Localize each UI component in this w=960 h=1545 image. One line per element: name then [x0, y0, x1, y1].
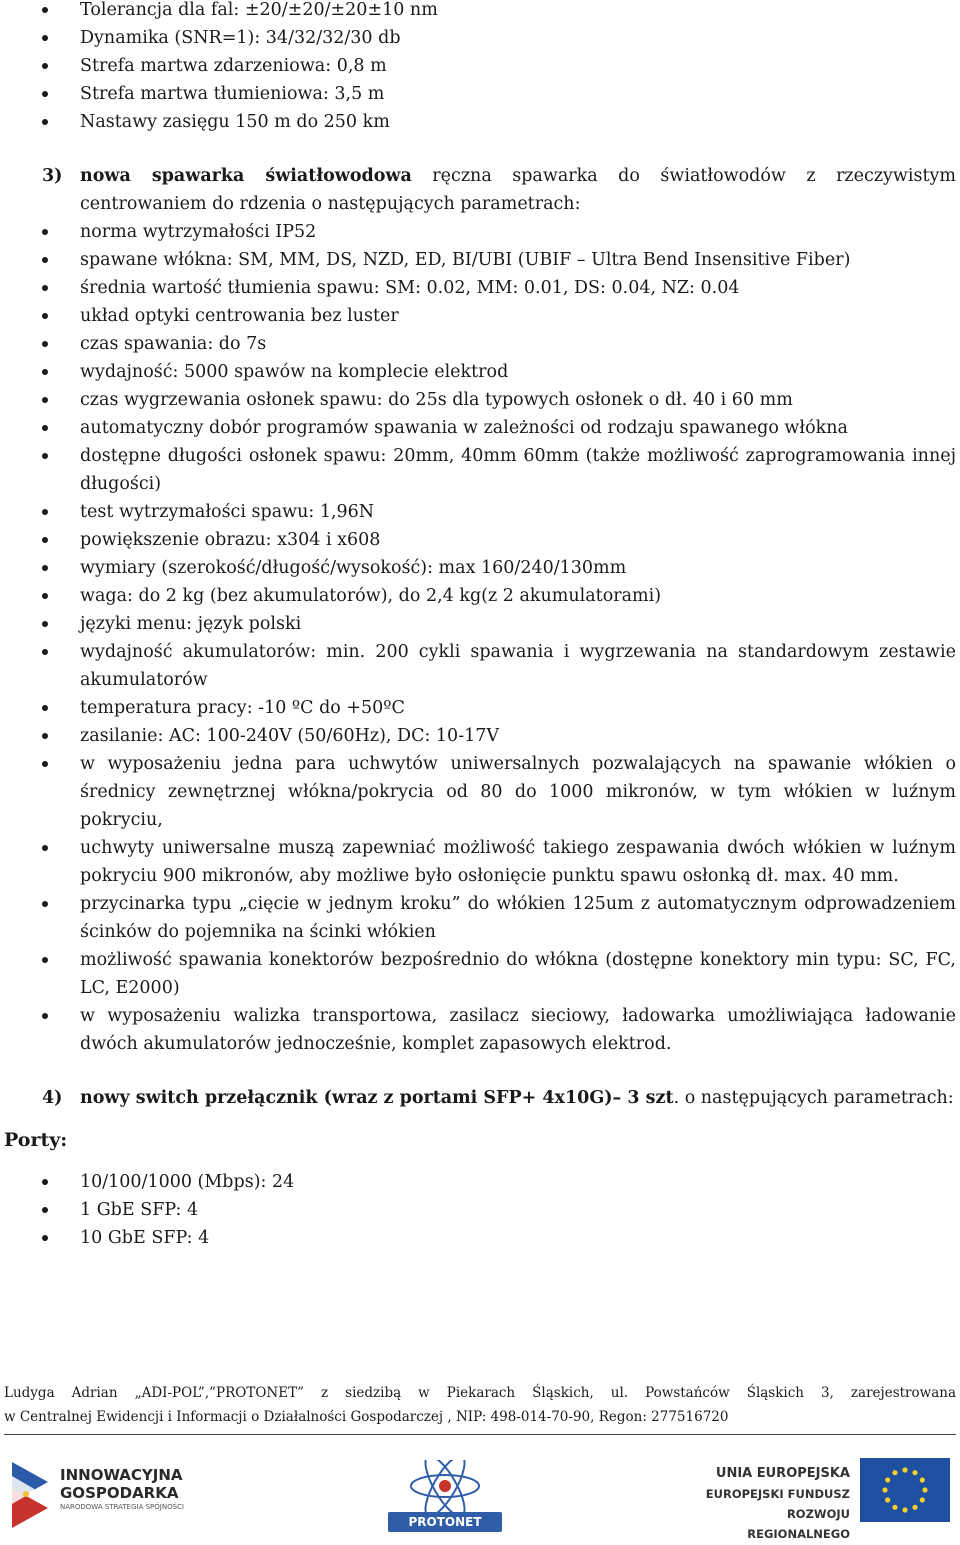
list-item: czas spawania: do 7s — [0, 330, 960, 358]
list-item: w wyposażeniu walizka transportowa, zasilacz sieciowy, ładowarka umożliwiająca ładowanie dwóch akumulatorów jednocześnie, komplet zapasowych elektrod. — [0, 1002, 960, 1058]
list-item: czas wygrzewania osłonek spawu: do 25s dla typowych osłonek o dł. 40 i 60 mm — [0, 386, 960, 414]
ue-line-1: UNIA EUROPEJSKA — [715, 1466, 850, 1481]
section-intro: . o następujących parametrach: — [673, 1088, 954, 1108]
ig-line-3: NARODOWA STRATEGIA SPÓJNOŚCI — [60, 1503, 184, 1511]
list-item: uchwyty uniwersalne muszą zapewniać możliwość takiego zespawania dwóch włókien w luźnym pokryciu 900 mikronów, aby możliwe było osłonięcie punktu spawu osłonką dł. max. 40 mm. — [0, 834, 960, 890]
unia-europejska-logo — [700, 1458, 952, 1541]
section-title: nowa spawarka światłowodowa — [80, 166, 412, 186]
logo-strip — [0, 1440, 960, 1545]
protonet-label: PROTONET — [388, 1512, 502, 1532]
list-item: zasilanie: AC: 100-240V (50/60Hz), DC: 10-17V — [0, 722, 960, 750]
footer-line-1: Ludyga Adrian „ADI-POL”,”PROTONET” z siedzibą w Piekarach Śląskich, ul. Powstańców Śląskich 3, zarejestrowana — [4, 1385, 956, 1401]
list-item: temperatura pracy: -10 ºC do +50ºC — [0, 694, 960, 722]
list-item: wydajność akumulatorów: min. 200 cykli spawania i wygrzewania na standardowym zestawie akumulatorów — [0, 638, 960, 694]
list-item: układ optyki centrowania bez luster — [0, 302, 960, 330]
list-item: dostępne długości osłonek spawu: 20mm, 40mm 60mm (także możliwość zaprogramowania innej długości) — [0, 442, 960, 498]
list-item: waga: do 2 kg (bez akumulatorów), do 2,4 kg(z 2 akumulatorami) — [0, 582, 960, 610]
spec-list-top — [0, 0, 960, 136]
section-intro: ręczna spawarka do światłowodów z rzeczywistym centrowaniem do rdzenia o następujących parametrach: — [80, 166, 956, 214]
protonet-logo — [380, 1460, 510, 1540]
list-item: Strefa martwa tłumieniowa: 3,5 m — [0, 80, 960, 108]
list-item: test wytrzymałości spawu: 1,96N — [0, 498, 960, 526]
section-number: 4) — [42, 1088, 63, 1108]
ue-line-3: ROZWOJU REGIONALNEGO — [747, 1507, 850, 1541]
eu-stars-icon — [860, 1458, 950, 1522]
section-title: nowy switch przełącznik (wraz z portami SFP+ 4x10G)– 3 szt — [80, 1088, 674, 1108]
footer-line-2: w Centralnej Ewidencji i Informacji o Działalności Gospodarczej , NIP: 498-014-70-90, Regon: 277516720 — [4, 1409, 729, 1425]
list-item: Dynamika (SNR=1): 34/32/32/30 db — [0, 24, 960, 52]
list-item: w wyposażeniu jedna para uchwytów uniwersalnych pozwalających na spawanie włókien o średnicy zewnętrznej włókna/pokrycia od 80 do 1000 mikronów, w tym włókien w luźnym pokryciu, — [0, 750, 960, 834]
eu-flag-icon — [860, 1458, 950, 1522]
list-item: języki menu: język polski — [0, 610, 960, 638]
ports-heading: Porty: — [4, 1129, 68, 1151]
section-4-heading — [0, 1084, 960, 1112]
list-item: 10/100/1000 (Mbps): 24 — [0, 1168, 960, 1196]
fusion-splicer-specs — [0, 218, 960, 1058]
list-item: norma wytrzymałości IP52 — [0, 218, 960, 246]
footer-company-info — [4, 1381, 956, 1429]
ig-emblem-icon — [6, 1458, 54, 1530]
ig-line-1: INNOWACYJNA — [60, 1466, 183, 1484]
list-item: 1 GbE SFP: 4 — [0, 1196, 960, 1224]
list-item: 10 GbE SFP: 4 — [0, 1224, 960, 1252]
list-item: powiększenie obrazu: x304 i x608 — [0, 526, 960, 554]
list-item: przycinarka typu „cięcie w jednym kroku” do włókien 125um z automatycznym odprowadzeniem ścinków do pojemnika na ścinki włókien — [0, 890, 960, 946]
section-number: 3) — [42, 166, 63, 186]
list-item: spawane włókna: SM, MM, DS, NZD, ED, BI/UBI (UBIF – Ultra Bend Insensitive Fiber) — [0, 246, 960, 274]
ue-line-2: EUROPEJSKI FUNDUSZ — [705, 1487, 850, 1501]
ports-list — [0, 1168, 960, 1252]
list-item: automatyczny dobór programów spawania w zależności od rodzaju spawanego włókna — [0, 414, 960, 442]
list-item: Tolerancja dla fal: ±20/±20/±20±10 nm — [0, 0, 960, 24]
section-3-heading — [0, 162, 960, 218]
footer-divider — [4, 1434, 956, 1435]
atom-icon — [380, 1460, 510, 1512]
ig-line-2: GOSPODARKA — [60, 1484, 179, 1502]
innowacyjna-gospodarka-logo — [6, 1458, 196, 1530]
list-item: średnia wartość tłumienia spawu: SM: 0.02, MM: 0.01, DS: 0.04, NZ: 0.04 — [0, 274, 960, 302]
list-item: możliwość spawania konektorów bezpośrednio do włókna (dostępne konektory min typu: SC, FC, LC, E2000) — [0, 946, 960, 1002]
list-item: Nastawy zasięgu 150 m do 250 km — [0, 108, 960, 136]
list-item: Strefa martwa zdarzeniowa: 0,8 m — [0, 52, 960, 80]
list-item: wydajność: 5000 spawów na komplecie elektrod — [0, 358, 960, 386]
list-item: wymiary (szerokość/długość/wysokość): max 160/240/130mm — [0, 554, 960, 582]
